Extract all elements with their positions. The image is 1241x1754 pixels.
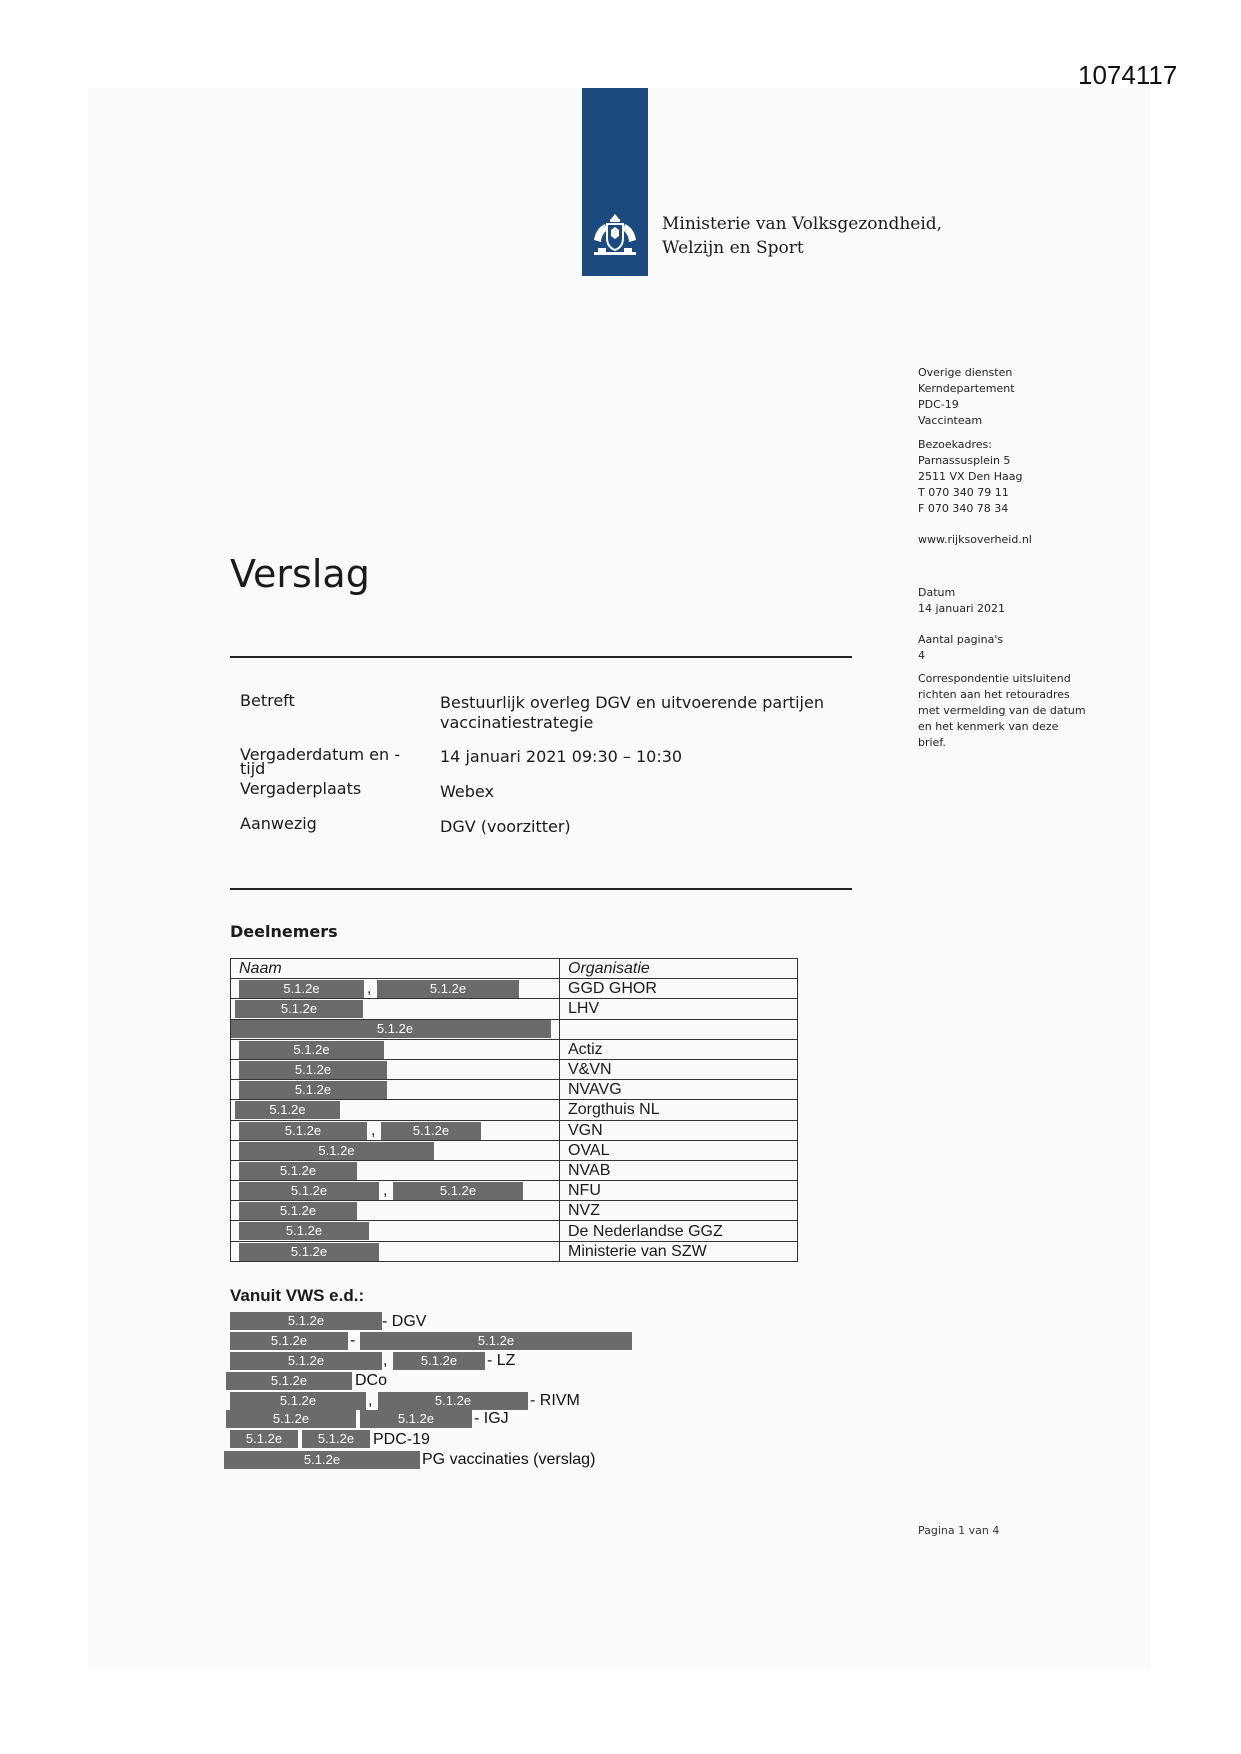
name-cell [231,1160,560,1180]
redaction-block: 5.1.2e [381,1122,481,1140]
divider-bottom [230,888,852,890]
redaction-block: 5.1.2e [239,1182,379,1200]
table-header-row [231,959,798,979]
sidebar-website: www.rijksoverheid.nl [918,533,1032,546]
sidebar-fax: F 070 340 78 34 [918,502,1009,515]
redaction-block: 5.1.2e [360,1410,472,1428]
name-cell [231,1100,560,1120]
table-row [231,1039,798,1059]
name-cell [231,979,560,999]
redaction-block: 5.1.2e [393,1352,485,1370]
name-cell [231,1140,560,1160]
redaction-block: 5.1.2e [360,1332,632,1350]
vws-dco: DCo [355,1372,388,1389]
table-row [231,1241,798,1261]
organisation-cell: NVAVG [560,1080,798,1100]
organisation-cell: NFU [560,1181,798,1201]
table-row [231,1100,798,1120]
name-cell [231,1181,560,1201]
vws-comma: , [383,1352,388,1369]
redaction-block: 5.1.2e [230,1332,348,1350]
organisation-cell: GGD GHOR [560,979,798,999]
redaction-block: 5.1.2e [230,1392,366,1410]
datum-value: 14 januari 2021 09:30 – 10:30 [440,747,683,766]
redaction-block: 5.1.2e [239,1202,357,1220]
redaction-block: 5.1.2e [230,1352,382,1370]
name-cell [231,1201,560,1221]
redaction-block: 5.1.2e [239,1222,369,1240]
comma-separator: , [367,980,372,998]
organisation-cell: Actiz [560,1039,798,1059]
vws-rivm: - RIVM [530,1392,580,1409]
redaction-block: 5.1.2e [226,1410,356,1428]
sidebar-dept1: Overige diensten [918,366,1013,379]
column-header-organisation: Organisatie [560,959,798,979]
sidebar-date-label: Datum [918,586,956,599]
name-cell [231,1039,560,1059]
sidebar-date-value: 14 januari 2021 [918,602,1006,615]
organisation-cell: Zorgthuis NL [560,1100,798,1120]
page-number: Pagina 1 van 4 [918,1524,1000,1537]
participants-table [230,958,798,1262]
redaction-block: 5.1.2e [239,1162,357,1180]
vws-pg: PG vaccinaties (verslag) [422,1451,596,1468]
column-header-name: Naam [231,959,560,979]
organisation-cell: OVAL [560,1140,798,1160]
organisation-cell: NVAB [560,1160,798,1180]
divider-top [230,656,852,658]
table-row [231,1140,798,1160]
table-row [231,1221,798,1241]
name-cell [231,1059,560,1079]
table-row [231,1181,798,1201]
organisation-cell: Ministerie van SZW [560,1241,798,1261]
name-cell [231,1080,560,1100]
aanwezig-value: DGV (voorzitter) [440,817,571,836]
datum-label-line1: Vergaderdatum en - [240,745,400,764]
redaction-block: 5.1.2e [239,1020,551,1038]
vws-dgv: - DGV [382,1313,427,1330]
sidebar-note-line4: en het kenmerk van deze [918,720,1059,733]
sidebar-note-line1: Correspondentie uitsluitend [918,672,1071,685]
organisation-cell [560,1019,798,1039]
name-cell [231,1241,560,1261]
vws-igj: - IGJ [474,1410,509,1427]
vws-dash: - [350,1332,356,1349]
vws-lz: - LZ [487,1352,516,1369]
organisation-cell: De Nederlandse GGZ [560,1221,798,1241]
redaction-block: 5.1.2e [239,1243,379,1261]
ministry-name [662,212,942,260]
betreft-value-line1: Bestuurlijk overleg DGV en uitvoerende partijen [440,693,824,712]
redaction-block: 5.1.2e [235,1000,363,1018]
vws-title: Vanuit VWS e.d.: [230,1286,365,1305]
deelnemers-title: Deelnemers [230,922,338,941]
table-row [231,1201,798,1221]
sidebar-address2: 2511 VX Den Haag [918,470,1023,483]
redaction-block: 5.1.2e [239,1142,434,1160]
sidebar-note-line2: richten aan het retouradres [918,688,1070,701]
vws-pdc: PDC-19 [373,1431,430,1448]
redaction-block: 5.1.2e [377,980,519,998]
table-row [231,979,798,999]
redaction-block: 5.1.2e [224,1451,420,1469]
betreft-label: Betreft [240,691,295,710]
comma-separator: , [371,1121,376,1139]
table-row [231,1120,798,1140]
redaction-block: 5.1.2e [239,1041,384,1059]
organisation-cell: VGN [560,1120,798,1140]
vws-comma: , [368,1392,373,1409]
name-cell [231,1221,560,1241]
redaction-block: 5.1.2e [239,1061,387,1079]
redaction-block: 5.1.2e [302,1430,370,1448]
redaction-block: 5.1.2e [230,1312,382,1330]
organisation-cell: LHV [560,999,798,1019]
document-number: 1074117 [1078,60,1178,90]
table-row [231,1160,798,1180]
organisation-cell: NVZ [560,1201,798,1221]
coat-of-arms-icon [588,210,642,260]
table-row [231,999,798,1019]
redaction-block-overflow [231,1020,306,1038]
redaction-block: 5.1.2e [226,1372,352,1390]
ministry-name-line1: Ministerie van Volksgezondheid, [662,214,943,234]
sidebar-pages-value: 4 [918,649,925,662]
redaction-block: 5.1.2e [239,1081,387,1099]
organisation-cell: V&VN [560,1059,798,1079]
table-row [231,1080,798,1100]
sidebar-pages-label: Aantal pagina's [918,633,1004,646]
name-cell [231,1120,560,1140]
name-cell [231,999,560,1019]
aanwezig-label: Aanwezig [240,814,317,833]
redaction-block: 5.1.2e [393,1182,523,1200]
sidebar-unit2: Vaccinteam [918,414,983,427]
datum-label-line2: tijd [240,759,266,778]
table-row [231,1019,798,1039]
plaats-label: Vergaderplaats [240,779,362,798]
sidebar-note-line5: brief. [918,736,946,749]
plaats-value: Webex [440,782,494,801]
betreft-value-line2: vaccinatiestrategie [440,713,594,732]
table-row [231,1059,798,1079]
page-title: Verslag [230,552,370,596]
sidebar-address1: Parnassusplein 5 [918,454,1011,467]
sidebar-note-line3: met vermelding van de datum [918,704,1086,717]
redaction-block: 5.1.2e [235,1101,340,1119]
redaction-block: 5.1.2e [378,1392,528,1410]
sidebar-dept2: Kerndepartement [918,382,1015,395]
comma-separator: , [383,1182,388,1200]
sidebar-telephone: T 070 340 79 11 [918,486,1009,499]
redaction-block: 5.1.2e [239,980,364,998]
redaction-block: 5.1.2e [239,1122,367,1140]
redaction-block: 5.1.2e [230,1430,298,1448]
sidebar-unit1: PDC-19 [918,398,959,411]
sidebar-visit-label: Bezoekadres: [918,438,992,451]
ministry-name-line2: Welzijn en Sport [662,238,804,258]
